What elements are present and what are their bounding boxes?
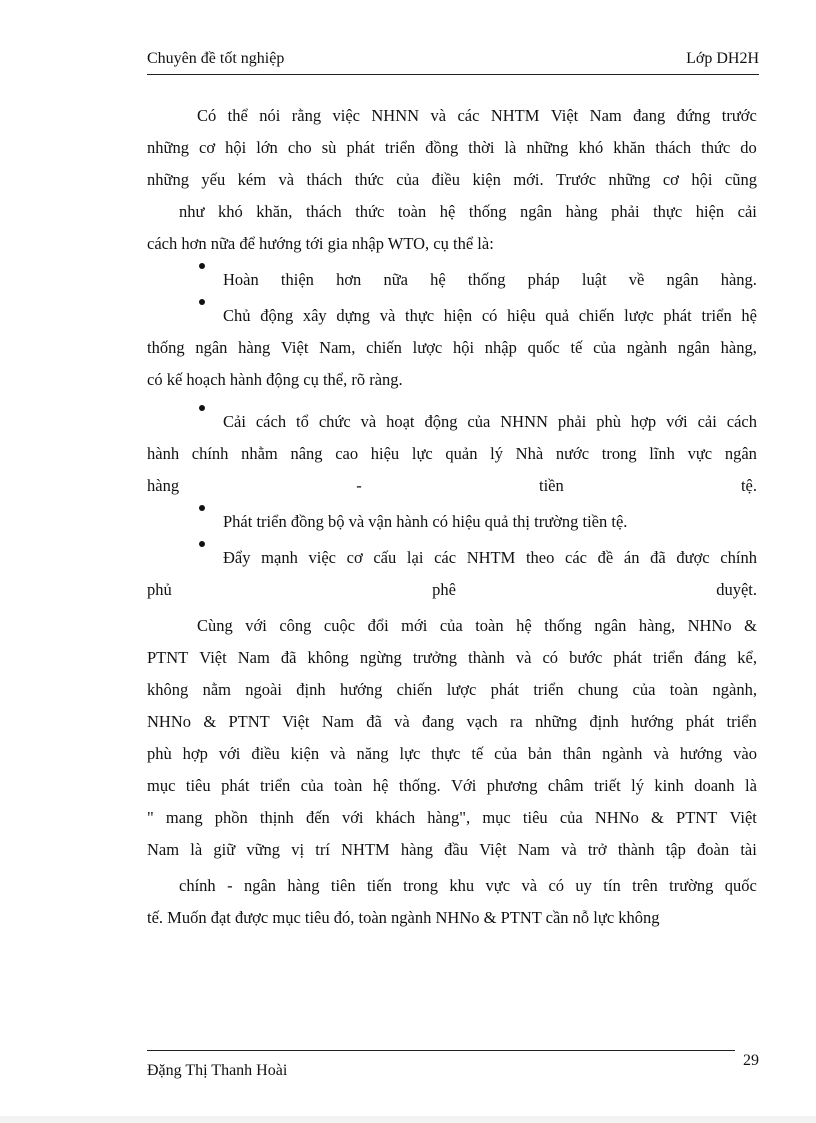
text-line: mục tiêu phát triển của toàn hệ thống. Với phương châm triết lý kinh doanh là bbox=[147, 776, 757, 795]
bullet-item bbox=[147, 506, 757, 538]
document-body bbox=[147, 100, 757, 934]
bullet-item bbox=[147, 300, 757, 332]
page-bottom-edge bbox=[0, 1116, 816, 1123]
text-line: hàng - tiền tệ. bbox=[147, 476, 757, 495]
text-line: Chủ động xây dựng và thực hiện có hiệu quả chiến lược phát triển hệ bbox=[223, 306, 757, 325]
text-line: PTNT Việt Nam đã không ngừng trưởng thành và có bước phát triển đáng kể, bbox=[147, 648, 757, 667]
bullet-icon bbox=[199, 299, 205, 305]
bullet-item bbox=[147, 406, 757, 438]
text-line: hành chính nhằm nâng cao hiệu lực quản lý Nhà nước trong lĩnh vực ngân bbox=[147, 444, 757, 463]
page-header bbox=[147, 48, 759, 75]
footer-rule bbox=[147, 1050, 735, 1051]
page-number: 29 bbox=[743, 1052, 759, 1069]
text-line: Phát triển đồng bộ và vận hành có hiệu quả thị trường tiền tệ. bbox=[223, 512, 628, 531]
text-line: tế. Muốn đạt được mục tiêu đó, toàn ngành NHNo & PTNT cần nỗ lực không bbox=[147, 908, 660, 927]
text-line: " mang phồn thịnh đến với khách hàng", mục tiêu của NHNo & PTNT Việt bbox=[147, 808, 757, 827]
text-line: Hoàn thiện hơn nữa hệ thống pháp luật về ngân hàng. bbox=[223, 270, 757, 289]
text-line: cách hơn nữa để hướng tới gia nhập WTO, cụ thể là: bbox=[147, 234, 494, 253]
text-line: Cải cách tổ chức và hoạt động của NHNN phải phù hợp với cải cách bbox=[223, 412, 757, 431]
text-line: phủ phê duyệt. bbox=[147, 580, 757, 599]
text-line: thống ngân hàng Việt Nam, chiến lược hội nhập quốc tế của ngành ngân hàng, bbox=[147, 338, 757, 357]
bullet-icon bbox=[199, 505, 205, 511]
text-line: không nằm ngoài định hướng chiến lược phát triển chung của toàn ngành, bbox=[147, 680, 757, 699]
bullet-icon bbox=[199, 405, 205, 411]
text-line: Có thể nói rằng việc NHNN và các NHTM Việt Nam đang đứng trước bbox=[197, 106, 757, 125]
bullet-icon bbox=[199, 263, 205, 269]
text-line: Đẩy mạnh việc cơ cấu lại các NHTM theo các đề án đã được chính bbox=[223, 548, 757, 567]
header-class: Lớp DH2H bbox=[686, 50, 759, 67]
bullet-icon bbox=[199, 541, 205, 547]
text-line: Cùng với công cuộc đổi mới của toàn hệ thống ngân hàng, NHNo & bbox=[197, 616, 757, 635]
bullet-item bbox=[147, 264, 757, 296]
text-line: những cơ hội lớn cho sù phát triển đồng thời là những khó khăn thách thức do bbox=[147, 138, 757, 157]
text-line: những yếu kém và thách thức của điều kiện mới. Trước những cơ hội cũng bbox=[147, 170, 757, 189]
text-line: Nam là giữ vững vị trí NHTM hàng đầu Việt Nam và trở thành tập đoàn tài bbox=[147, 840, 757, 859]
text-line: NHNo & PTNT Việt Nam đã và đang vạch ra những định hướng phát triển bbox=[147, 712, 757, 731]
bullet-item bbox=[147, 542, 757, 574]
header-title: Chuyên đề tốt nghiệp bbox=[147, 50, 285, 67]
text-line: phù hợp với điều kiện và năng lực thực tế của bản thân ngành và hướng vào bbox=[147, 744, 757, 763]
text-line: có kế hoạch hành động cụ thể, rõ ràng. bbox=[147, 370, 403, 389]
text-line: chính - ngân hàng tiên tiến trong khu vực và có uy tín trên trường quốc bbox=[179, 876, 757, 895]
text-line: như khó khăn, thách thức toàn hệ thống ngân hàng phải thực hiện cải bbox=[179, 202, 757, 221]
author-name: Đặng Thị Thanh Hoài bbox=[147, 1062, 288, 1079]
